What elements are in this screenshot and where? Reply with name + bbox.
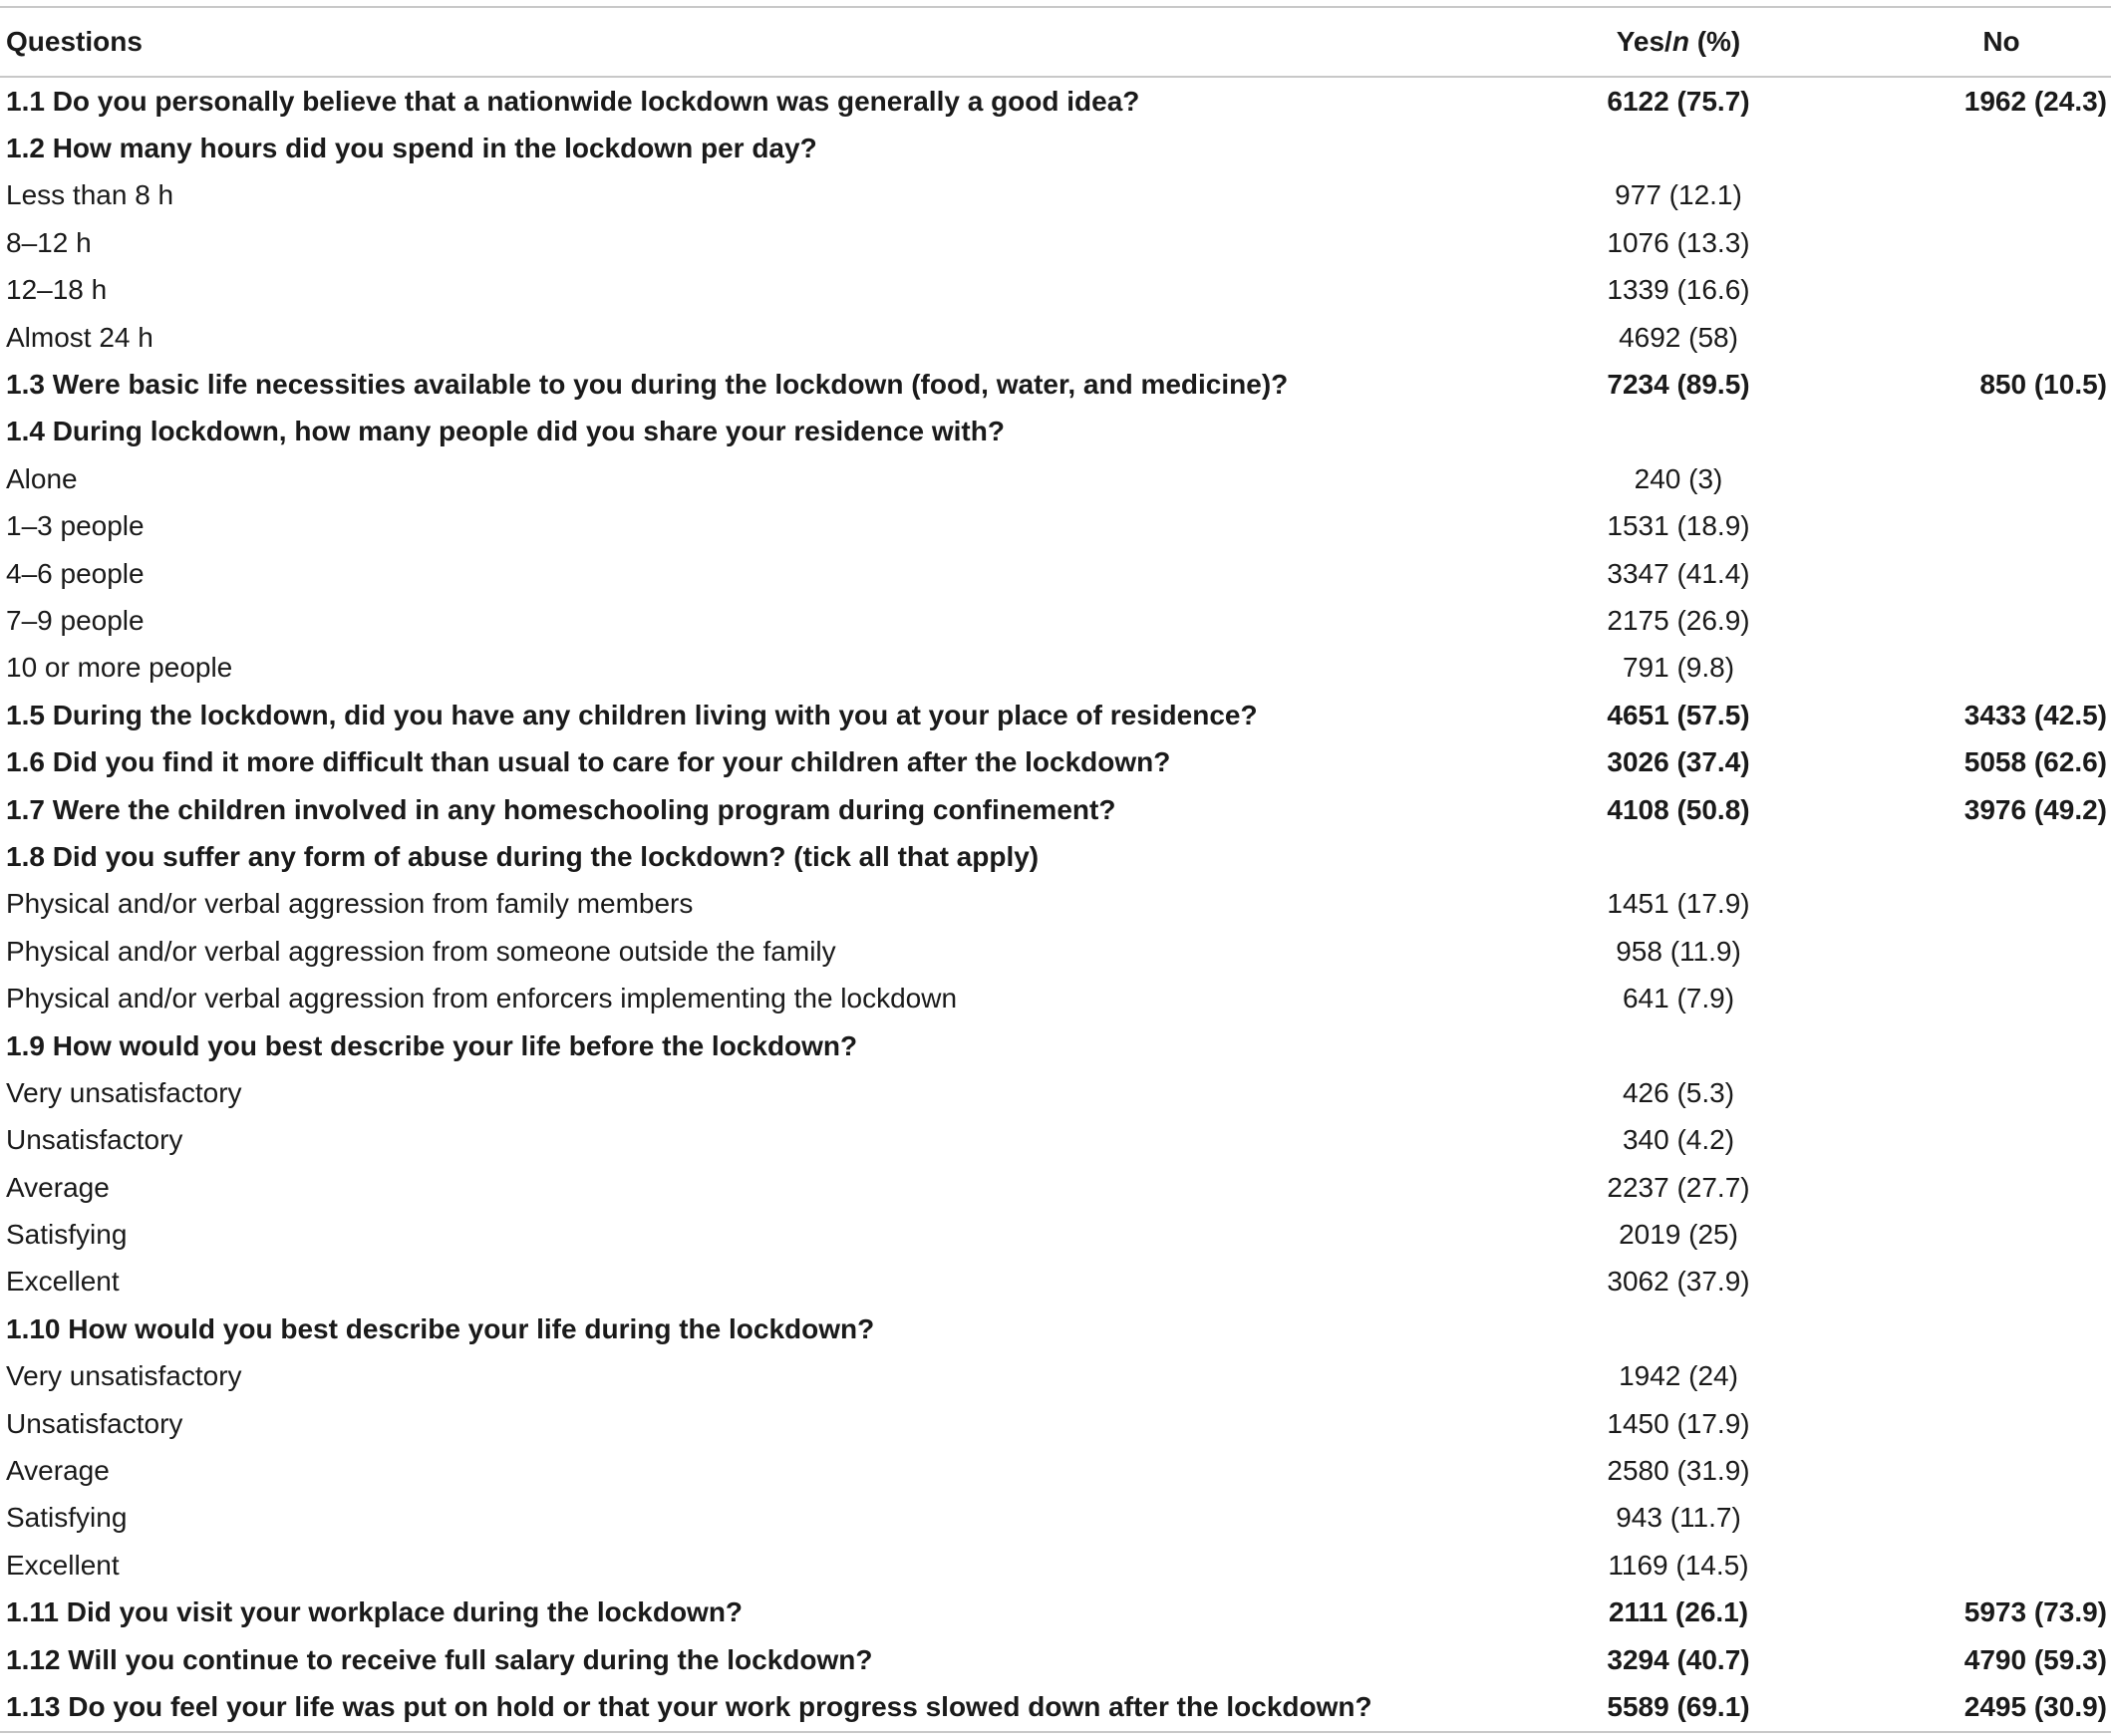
option-label: Almost 24 h [6, 321, 153, 353]
option-row [0, 1495, 2111, 1542]
header-yes-prefix: Yes/ [1616, 26, 1672, 57]
question-row [0, 1305, 2111, 1352]
option-row [0, 219, 2111, 266]
table-body [0, 78, 2111, 1731]
question-label: 1.12 Will you continue to receive full salary during the lockdown? [6, 1643, 873, 1675]
yes-count-cell: 4108 (50.8) [1607, 793, 1750, 825]
yes-count-cell: 7234 (89.5) [1607, 369, 1750, 401]
option-label: Satisfying [6, 1219, 128, 1251]
question-row [0, 1022, 2111, 1069]
yes-count-cell: 977 (12.1) [1615, 179, 1742, 211]
yes-count-cell: 1169 (14.5) [1608, 1549, 1749, 1581]
option-row [0, 1400, 2111, 1447]
question-label: 1.11 Did you visit your workplace during the lockdown? [6, 1596, 744, 1628]
option-label: 10 or more people [6, 652, 233, 684]
question-label: 1.2 How many hours did you spend in the lockdown per day? [6, 133, 817, 164]
yes-count-cell: 2019 (25) [1619, 1219, 1738, 1251]
option-label: Less than 8 h [6, 179, 174, 211]
question-row [0, 409, 2111, 455]
option-label: Excellent [6, 1549, 120, 1581]
option-row [0, 1164, 2111, 1211]
yes-count-cell: 3347 (41.4) [1607, 557, 1750, 589]
option-label: 1–3 people [6, 510, 145, 542]
question-row [0, 1590, 2111, 1636]
question-row [0, 361, 2111, 408]
option-row [0, 1259, 2111, 1305]
question-row [0, 786, 2111, 833]
yes-count-cell: 2175 (26.9) [1607, 604, 1750, 636]
header-yes [1555, 26, 1802, 58]
option-row [0, 597, 2111, 644]
option-label: Satisfying [6, 1502, 128, 1534]
yes-count-cell: 943 (11.7) [1616, 1502, 1741, 1534]
yes-count-cell: 6122 (75.7) [1607, 85, 1750, 117]
no-count-cell: 850 (10.5) [1979, 369, 2107, 401]
option-row [0, 645, 2111, 692]
option-row [0, 881, 2111, 928]
option-row [0, 975, 2111, 1021]
yes-count-cell: 641 (7.9) [1622, 983, 1735, 1014]
option-label: Average [6, 1455, 110, 1487]
question-row [0, 1683, 2111, 1730]
header-yes-n: n [1671, 26, 1689, 57]
question-row [0, 833, 2111, 880]
survey-table [0, 6, 2111, 1733]
option-label: Unsatisfactory [6, 1124, 183, 1156]
yes-count-cell: 3026 (37.4) [1607, 746, 1750, 778]
no-count-cell: 3433 (42.5) [1963, 699, 2107, 730]
yes-count-cell: 1339 (16.6) [1607, 274, 1750, 306]
option-label: Average [6, 1171, 110, 1203]
table-bottom-rule [0, 1731, 2111, 1733]
option-label: 4–6 people [6, 557, 145, 589]
yes-count-cell: 3294 (40.7) [1607, 1643, 1750, 1675]
option-label: Unsatisfactory [6, 1407, 183, 1439]
yes-count-cell: 4651 (57.5) [1607, 699, 1750, 730]
option-row [0, 1069, 2111, 1116]
question-label: 1.8 Did you suffer any form of abuse during the lockdown? (tick all that apply) [6, 840, 1040, 872]
question-label: 1.4 During lockdown, how many people did you share your residence with? [6, 416, 1005, 447]
table-header-row [0, 8, 2111, 76]
no-count-cell: 2495 (30.9) [1963, 1690, 2107, 1722]
option-row [0, 455, 2111, 502]
yes-count-cell: 958 (11.9) [1616, 935, 1741, 967]
yes-count-cell: 3062 (37.9) [1607, 1266, 1750, 1298]
header-no: No [1982, 26, 2020, 57]
yes-count-cell: 2580 (31.9) [1607, 1455, 1750, 1487]
question-label: 1.13 Do you feel your life was put on hold or that your work progress slowed down after the lockdown? [6, 1690, 1372, 1722]
option-row [0, 1542, 2111, 1589]
option-row [0, 928, 2111, 975]
header-yes-suffix: (%) [1688, 26, 1741, 57]
option-row [0, 550, 2111, 597]
option-label: Physical and/or verbal aggression from enforcers implementing the lockdown [6, 983, 958, 1014]
no-count-cell: 1962 (24.3) [1963, 85, 2107, 117]
yes-count-cell: 1076 (13.3) [1607, 226, 1750, 258]
option-label: Excellent [6, 1266, 120, 1298]
question-label: 1.7 Were the children involved in any homeschooling program during confinement? [6, 793, 1116, 825]
header-questions: Questions [6, 26, 143, 57]
option-row [0, 503, 2111, 550]
yes-count-cell: 791 (9.8) [1622, 652, 1735, 684]
option-row [0, 267, 2111, 314]
question-label: 1.10 How would you best describe your life during the lockdown? [6, 1312, 875, 1344]
option-label: Very unsatisfactory [6, 1076, 242, 1108]
question-row [0, 125, 2111, 171]
option-label: Very unsatisfactory [6, 1360, 242, 1392]
no-count-cell: 5058 (62.6) [1963, 746, 2107, 778]
no-count-cell: 5973 (73.9) [1963, 1596, 2107, 1628]
option-row [0, 1353, 2111, 1400]
option-label: Alone [6, 462, 78, 494]
option-row [0, 1117, 2111, 1164]
option-label: 7–9 people [6, 604, 145, 636]
question-label: 1.1 Do you personally believe that a nationwide lockdown was generally a good idea? [6, 85, 1140, 117]
yes-count-cell: 4692 (58) [1619, 321, 1738, 353]
option-row [0, 1447, 2111, 1494]
yes-count-cell: 426 (5.3) [1622, 1076, 1735, 1108]
option-label: Physical and/or verbal aggression from family members [6, 888, 694, 920]
option-row [0, 314, 2111, 361]
question-row [0, 738, 2111, 785]
question-label: 1.9 How would you best describe your life before the lockdown? [6, 1029, 858, 1061]
question-row [0, 692, 2111, 738]
yes-count-cell: 5589 (69.1) [1607, 1690, 1750, 1722]
option-label: Physical and/or verbal aggression from someone outside the family [6, 935, 836, 967]
no-count-cell: 3976 (49.2) [1963, 793, 2107, 825]
yes-count-cell: 1451 (17.9) [1607, 888, 1750, 920]
option-row [0, 1211, 2111, 1258]
yes-count-cell: 2237 (27.7) [1607, 1171, 1750, 1203]
yes-count-cell: 240 (3) [1634, 462, 1723, 494]
yes-count-cell: 1531 (18.9) [1607, 510, 1750, 542]
option-label: 8–12 h [6, 226, 92, 258]
question-label: 1.3 Were basic life necessities available to you during the lockdown (food, water, and medicine)? [6, 369, 1289, 401]
yes-count-cell: 2111 (26.1) [1608, 1596, 1749, 1628]
question-row [0, 78, 2111, 125]
option-row [0, 172, 2111, 219]
question-label: 1.5 During the lockdown, did you have any children living with you at your place of residence? [6, 699, 1258, 730]
yes-count-cell: 1942 (24) [1619, 1360, 1738, 1392]
question-label: 1.6 Did you find it more difficult than usual to care for your children after the lockdown? [6, 746, 1171, 778]
question-row [0, 1636, 2111, 1683]
option-label: 12–18 h [6, 274, 108, 306]
yes-count-cell: 1450 (17.9) [1607, 1407, 1750, 1439]
no-count-cell: 4790 (59.3) [1963, 1643, 2107, 1675]
yes-count-cell: 340 (4.2) [1622, 1124, 1735, 1156]
